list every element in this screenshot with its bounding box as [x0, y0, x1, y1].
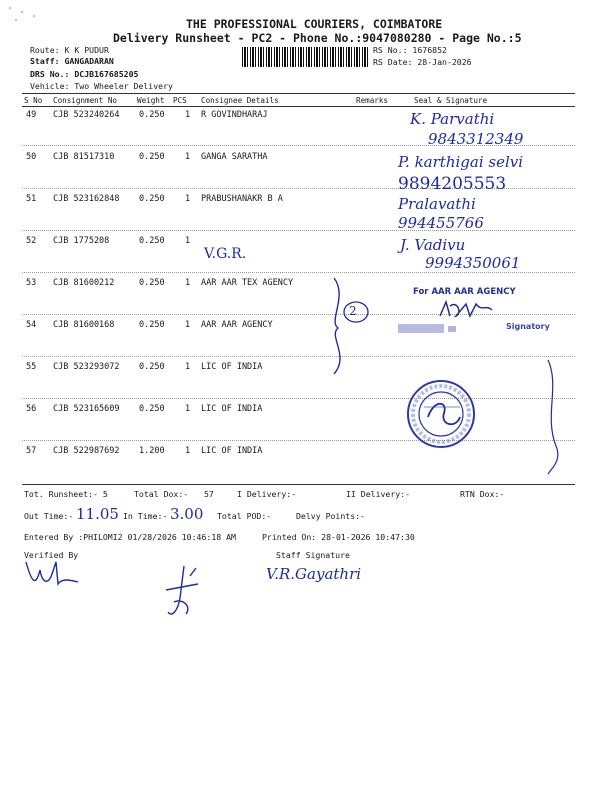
staff-label: Staff: GANGADARAN: [30, 56, 114, 66]
row-pcs: 1: [185, 236, 191, 246]
rs-number: RS No.: 1676852: [373, 45, 447, 55]
in-time-label: In Time:-: [123, 511, 168, 521]
row-sno: 54: [26, 320, 37, 330]
row-consignee: PRABUSHANAKR B A: [201, 194, 283, 204]
vehicle-label: Vehicle: Two Wheeler Delivery: [30, 81, 173, 91]
handwritten-phone-49: 9843312349: [428, 130, 524, 148]
handwritten-phone-51: 994455766: [398, 214, 484, 232]
row-pcs: 1: [185, 320, 191, 330]
entered-by: Entered By :PHILOMI2 01/28/2026 10:46:18 AM: [24, 532, 236, 542]
out-time-label: Out Time:-: [24, 511, 74, 521]
row-weight: 1.200: [139, 446, 165, 456]
row-consignee: R GOVINDHARAJ: [201, 110, 268, 120]
row-pcs: 1: [185, 404, 191, 414]
col-consignment: Consignment No: [53, 96, 118, 105]
rtn-dox: RTN Dox:-: [460, 489, 505, 499]
company-title: THE PROFESSIONAL COURIERS, COIMBATORE: [186, 17, 443, 31]
second-signature: [162, 562, 206, 624]
handwritten-phone-52: 9994350061: [425, 254, 521, 272]
row-consignee: AAR AAR AGENCY: [201, 320, 273, 330]
circled-count: 2: [349, 304, 357, 318]
row-weight: 0.250: [139, 404, 165, 414]
i-delivery: I Delivery:-: [237, 489, 297, 499]
row-pcs: 1: [185, 152, 191, 162]
col-weight: Weight: [137, 96, 165, 105]
row-consignment-no: CJB 523165609: [53, 404, 120, 414]
total-dox-label: Total Dox:-: [134, 489, 189, 499]
col-sno: S No: [24, 96, 43, 105]
row-weight: 0.250: [139, 152, 165, 162]
row-consignee: LIC OF INDIA: [201, 446, 263, 456]
row-sno: 51: [26, 194, 37, 204]
col-remarks: Remarks: [356, 96, 389, 105]
header-top-rule: [22, 93, 575, 94]
row-pcs: 1: [185, 278, 191, 288]
staff-signature-label: Staff Signature: [276, 550, 350, 560]
staff-signature-hand: V.R.Gayathri: [266, 565, 362, 583]
verified-by-label: Verified By: [24, 550, 79, 560]
total-pod: Total POD:-: [217, 511, 272, 521]
row-pcs: 1: [185, 194, 191, 204]
row-separator: [22, 398, 575, 399]
right-margin-stroke: [540, 356, 580, 476]
ii-delivery: II Delivery:-: [346, 489, 411, 499]
corner-marks: [4, 4, 40, 24]
row-consignment-no: CJB 81600168: [53, 320, 115, 330]
row-sno: 57: [26, 446, 37, 456]
row-pcs: 1: [185, 362, 191, 372]
table-bottom-rule: [22, 484, 575, 485]
col-pcs: PCS: [173, 96, 187, 105]
row-weight: 0.250: [139, 278, 165, 288]
drs-number: DRS No.: DCJB167685205: [30, 69, 139, 79]
total-runsheet: Tot. Runsheet:- 5: [24, 489, 108, 499]
row-consignee: LIC OF INDIA: [201, 404, 263, 414]
row-consignment-no: CJB 523240264: [53, 110, 120, 120]
row-consignment-no: CJB 81600212: [53, 278, 115, 288]
header-bottom-rule: [22, 106, 575, 107]
row-separator: [22, 272, 575, 273]
handwritten-phone-50: 9894205553: [398, 174, 507, 194]
agency-stamp-signatory: Signatory: [506, 322, 550, 331]
row-sno: 55: [26, 362, 37, 372]
row-weight: 0.250: [139, 194, 165, 204]
printed-on: Printed On: 28-01-2026 10:47:30: [262, 532, 415, 542]
row-weight: 0.250: [139, 320, 165, 330]
row-sno: 49: [26, 110, 37, 120]
row-consignment-no: CJB 523293072: [53, 362, 120, 372]
handwritten-recipient-50: P. karthigai selvi: [398, 153, 524, 171]
delivery-points: Delvy Points:-: [296, 511, 366, 521]
row-weight: 0.250: [139, 362, 165, 372]
handwritten-recipient-51: Pralavathi: [398, 195, 476, 213]
row-pcs: 1: [185, 110, 191, 120]
barcode-graphic: [242, 47, 370, 67]
row-consignee: GANGA SARATHA: [201, 152, 268, 162]
row-weight: 0.250: [139, 236, 165, 246]
agency-stamp-text: For AAR AAR AGENCY: [413, 287, 516, 297]
row-consignment-no: CJB 523162848: [53, 194, 120, 204]
out-time-hand: 11.05: [76, 505, 119, 523]
bracket-mark: [326, 276, 376, 376]
row-sno: 53: [26, 278, 37, 288]
row-separator: [22, 230, 575, 231]
handwritten-consignee-52: V.G.R.: [204, 246, 247, 262]
runsheet-subtitle: Delivery Runsheet - PC2 - Phone No.:9047080280 - Page No.:5: [113, 31, 522, 45]
row-pcs: 1: [185, 446, 191, 456]
row-sno: 50: [26, 152, 37, 162]
row-sno: 56: [26, 404, 37, 414]
row-consignee: AAR AAR TEX AGENCY: [201, 278, 294, 288]
handwritten-recipient-49: K. Parvathi: [410, 110, 495, 128]
row-separator: [22, 356, 575, 357]
lic-round-seal: [404, 377, 478, 451]
row-consignment-no: CJB 522987692: [53, 446, 120, 456]
rs-date: RS Date: 28-Jan-2026: [373, 57, 472, 67]
handwritten-recipient-52: J. Vadivu: [400, 236, 466, 254]
agency-stamp-smudge: [398, 320, 508, 338]
verifier-signature: [22, 556, 82, 590]
col-consignee: Consignee Details: [201, 96, 279, 105]
total-dox-value: 57: [204, 489, 214, 499]
route-label: Route: K K PUDUR: [30, 45, 109, 55]
row-separator: [22, 440, 575, 441]
row-consignment-no: CJB 1775208: [53, 236, 110, 246]
row-sno: 52: [26, 236, 37, 246]
col-seal-signature: Seal & Signature: [414, 96, 488, 105]
row-consignee: LIC OF INDIA: [201, 362, 263, 372]
row-weight: 0.250: [139, 110, 165, 120]
in-time-hand: 3.00: [170, 505, 204, 523]
row-consignment-no: CJB 81517310: [53, 152, 115, 162]
